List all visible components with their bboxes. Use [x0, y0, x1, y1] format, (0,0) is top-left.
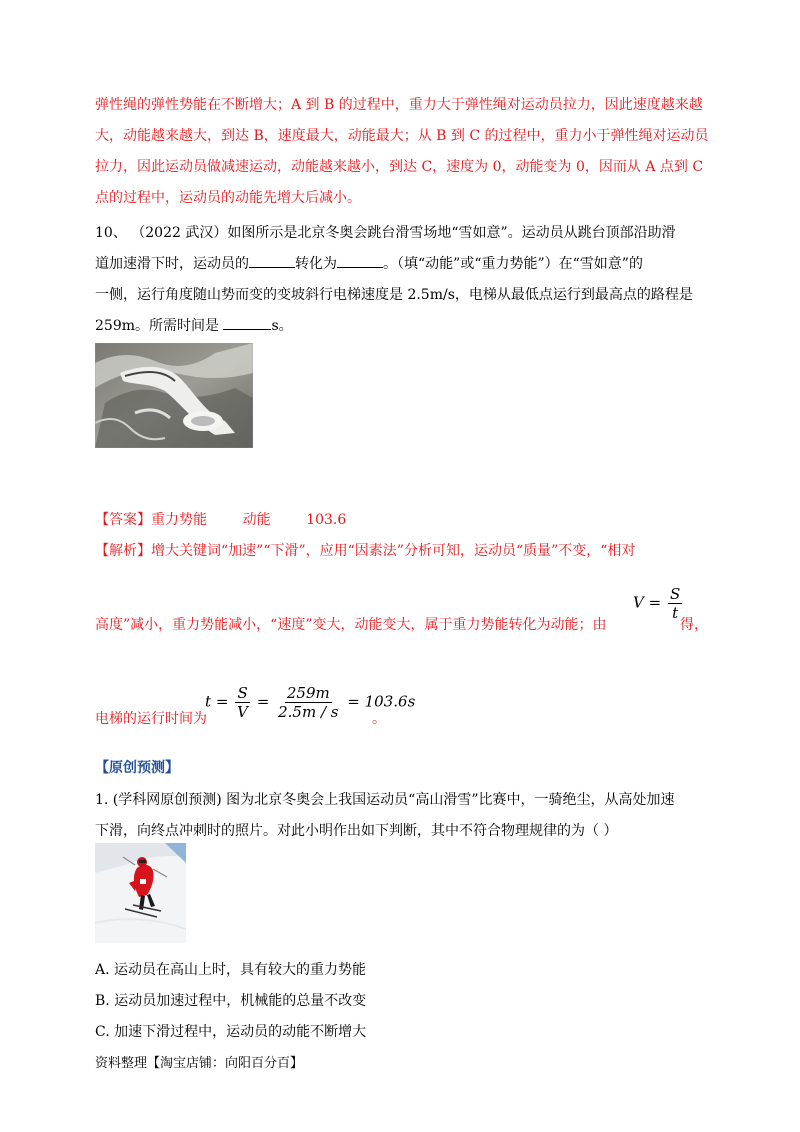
question-line — [95, 249, 710, 280]
formula-numerator: S — [237, 684, 248, 702]
question-text: 道加速滑下时，运动员的 — [95, 256, 249, 272]
previous-analysis — [95, 90, 710, 214]
answer-blank — [337, 253, 383, 268]
question-1 — [95, 785, 710, 847]
formula-lhs: t — [205, 692, 212, 711]
equals-sign: = — [215, 692, 234, 711]
question-line: 1. (学科网原创预测) 图为北京冬奥会上我国运动员“高山滑雪”比赛中，一骑绝尘，从高处加速 — [95, 792, 675, 808]
question-line — [95, 311, 710, 342]
formula-velocity — [633, 585, 684, 622]
analysis-line-1 — [95, 540, 635, 560]
analysis-text: 增大关键词“加速”“下滑”，应用“因素法”分析可知，运动员“质量”不变，“相对 — [151, 543, 636, 559]
formula-denominator: 2.5m / s — [278, 703, 339, 721]
answer-blank — [223, 315, 271, 330]
analysis-line: 点的过程中，运动员的动能先增大后减小。 — [95, 190, 361, 206]
question-line: 下滑，向终点冲刺时的照片。对此小明作出如下判断，其中不符合物理规律的为（ ） — [95, 823, 618, 839]
formula-denominator: V — [237, 703, 248, 721]
analysis-line: 大，动能越来越大，到达 B，速度最大，动能最大；从 B 到 C 的过程中，重力小于弹性绳对运动员 — [95, 128, 709, 144]
option-a: A. 运动员在高山上时，具有较大的重力势能 — [95, 962, 367, 978]
answer-blank — [249, 253, 295, 268]
analysis-line-3: 电梯的运行时间为 — [95, 711, 207, 727]
analysis-label: 【解析】 — [95, 543, 151, 559]
analysis-line: 弹性绳的弹性势能在不断增大；A 到 B 的过程中，重力大于弹性绳对运动员拉力，因此速度越来越 — [95, 97, 703, 113]
answer-line — [95, 509, 346, 529]
question-text: s。 — [271, 318, 293, 334]
analysis-line-2: 高度”减小，重力势能减小，“速度”变大，动能变大，属于重力势能转化为动能；由 — [95, 617, 607, 633]
formula-numerator: S — [669, 585, 681, 603]
question-text: 259m。所需时间是 — [95, 318, 224, 334]
analysis-line-3-end: 。 — [372, 711, 386, 727]
question-10 — [95, 218, 710, 342]
equals-sign: = — [648, 593, 666, 612]
section-title: 【原创预测】 — [95, 760, 179, 776]
formula-denominator: t — [672, 604, 679, 622]
question-text: 。（填“动能”或“重力势能”）在“雪如意”的 — [383, 256, 643, 272]
formula-numerator: 259m — [286, 684, 330, 702]
question-text: 转化为 — [295, 256, 337, 272]
equals-sign: = — [256, 692, 275, 711]
question-line: 一侧，运行角度随山势而变的变坡斜行电梯速度是 2.5m/s，电梯从最低点运行到最高点的路程是 — [95, 287, 693, 303]
answer-text: 重力势能 动能 103.6 — [151, 512, 347, 528]
question-line: 10、 （2022 武汉）如图所示是北京冬奥会跳台滑雪场地“雪如意”。运动员从跳台顶部沿助滑 — [95, 225, 676, 241]
question-1-options — [95, 955, 710, 1048]
answer-label: 【答案】 — [95, 512, 151, 528]
option-b: B. 运动员加速过程中，机械能的总量不改变 — [95, 993, 367, 1009]
formula-result: 103.6s — [364, 692, 416, 711]
equals-sign: = — [347, 692, 365, 711]
option-c: C. 加速下滑过程中，运动员的动能不断增大 — [95, 1024, 367, 1040]
formula-lhs: V — [633, 593, 644, 612]
analysis-line: 拉力，因此运动员做减速运动，动能越来越小，到达 C，速度为 0，动能变为 0，因而从 A 点到 C — [95, 159, 704, 175]
footer-note: 资料整理【淘宝店铺：向阳百分百】 — [95, 1056, 304, 1071]
analysis-line-2-end: 得， — [680, 617, 708, 633]
ski-jump-aerial-photo — [95, 343, 253, 448]
alpine-skier-photo — [95, 843, 186, 943]
